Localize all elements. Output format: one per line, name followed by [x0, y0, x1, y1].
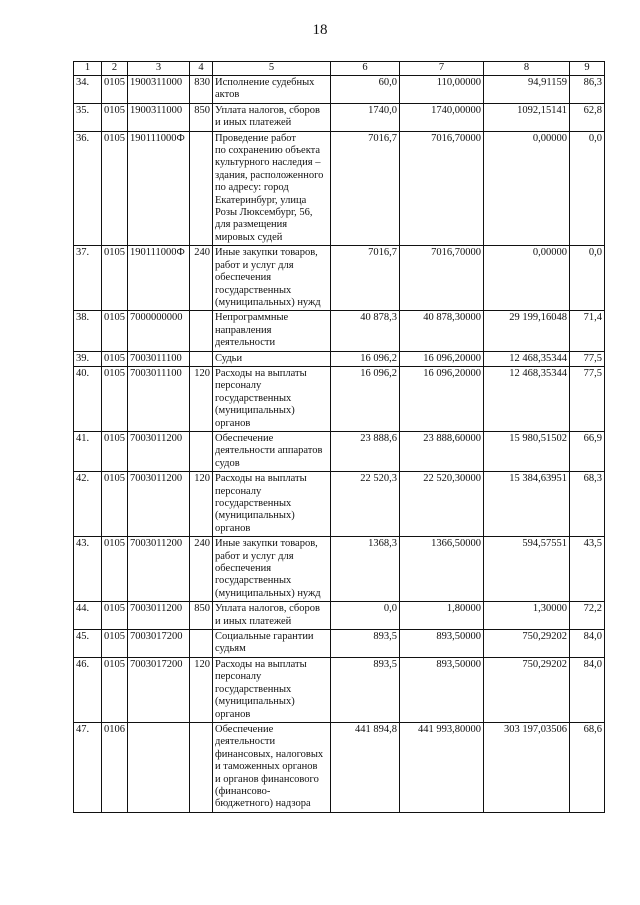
item-name [213, 602, 331, 630]
item-name-line: обеспечения [215, 563, 272, 575]
table-row [74, 246, 605, 311]
item-name-line: Иные закупки товаров, [215, 247, 318, 259]
item-name [213, 351, 331, 366]
section-code: 0105 [102, 76, 128, 104]
row-number: 38. [74, 311, 102, 351]
section-code: 0105 [102, 103, 128, 131]
item-name-line: для размещения [215, 219, 288, 231]
percent-col-9: 66,9 [570, 431, 605, 471]
value-col-6: 22 520,3 [331, 472, 400, 537]
target-code: 1900311000 [128, 76, 190, 104]
percent-col-9: 0,0 [570, 131, 605, 246]
section-code: 0105 [102, 366, 128, 431]
section-code: 0105 [102, 657, 128, 722]
row-number: 35. [74, 103, 102, 131]
table-row [74, 537, 605, 602]
value-col-6: 7016,7 [331, 246, 400, 311]
row-number: 45. [74, 630, 102, 658]
header-cell: 5 [213, 62, 331, 76]
item-name [213, 103, 331, 131]
value-col-6: 0,0 [331, 602, 400, 630]
value-col-7: 22 520,30000 [400, 472, 484, 537]
item-name-line: Судьи [215, 352, 243, 364]
table-row [74, 131, 605, 246]
row-number: 44. [74, 602, 102, 630]
item-name-line: (муниципальных) [215, 405, 295, 417]
item-name [213, 630, 331, 658]
value-col-7: 441 993,80000 [400, 722, 484, 812]
target-code: 7003011200 [128, 431, 190, 471]
target-code: 7003011200 [128, 472, 190, 537]
item-name-line: Екатеринбург, улица [215, 194, 307, 206]
section-code: 0105 [102, 351, 128, 366]
value-col-6: 893,5 [331, 630, 400, 658]
row-number: 43. [74, 537, 102, 602]
value-col-6: 60,0 [331, 76, 400, 104]
value-col-6: 441 894,8 [331, 722, 400, 812]
header-cell: 6 [331, 62, 400, 76]
percent-col-9: 43,5 [570, 537, 605, 602]
section-code: 0106 [102, 722, 128, 812]
item-name-line: персоналу [215, 380, 262, 392]
expense-kind: 850 [190, 103, 213, 131]
section-code: 0105 [102, 602, 128, 630]
item-name-line: органов [215, 417, 251, 429]
value-col-7: 893,50000 [400, 630, 484, 658]
percent-col-9: 0,0 [570, 246, 605, 311]
expense-kind [190, 311, 213, 351]
table-body [74, 76, 605, 813]
item-name [213, 472, 331, 537]
value-col-8: 1092,15141 [484, 103, 570, 131]
header-cell: 2 [102, 62, 128, 76]
item-name-line: Исполнение судебных [215, 77, 315, 88]
target-code: 7003017200 [128, 630, 190, 658]
item-name-line: государственных [215, 683, 292, 695]
item-name-line: обеспечения [215, 272, 272, 284]
value-col-7: 23 888,60000 [400, 431, 484, 471]
item-name-line: деятельности [215, 736, 276, 748]
item-name-line: судьям [215, 643, 246, 655]
item-name [213, 131, 331, 246]
item-name-line: и таможенных органов [215, 761, 318, 773]
item-name-line: персоналу [215, 671, 262, 683]
value-col-7: 7016,70000 [400, 246, 484, 311]
item-name-line: и иных платежей [215, 117, 292, 129]
table-row [74, 472, 605, 537]
target-code: 7003017200 [128, 657, 190, 722]
expense-kind: 240 [190, 537, 213, 602]
section-code: 0105 [102, 431, 128, 471]
value-col-6: 1740,0 [331, 103, 400, 131]
value-col-7: 1,80000 [400, 602, 484, 630]
expense-kind: 120 [190, 472, 213, 537]
item-name-line: по сохранению объекта [215, 145, 321, 157]
item-name [213, 311, 331, 351]
expense-kind: 830 [190, 76, 213, 104]
budget-table [73, 61, 605, 813]
item-name-line: (муниципальных) [215, 510, 295, 522]
expense-kind [190, 131, 213, 246]
item-name-line: по адресу: город [215, 182, 289, 194]
item-name-line: Социальные гарантии [215, 631, 314, 643]
item-name-line: здания, расположенного [215, 169, 324, 181]
target-code [128, 722, 190, 812]
item-name-line: Уплата налогов, сборов [215, 603, 320, 615]
item-name [213, 76, 331, 104]
value-col-8: 94,91159 [484, 76, 570, 104]
target-code: 190111000Ф [128, 246, 190, 311]
target-code: 7000000000 [128, 311, 190, 351]
percent-col-9: 62,8 [570, 103, 605, 131]
section-code: 0105 [102, 537, 128, 602]
item-name-line: государственных [215, 392, 292, 404]
value-col-8: 750,29202 [484, 657, 570, 722]
item-name [213, 537, 331, 602]
value-col-6: 23 888,6 [331, 431, 400, 471]
value-col-7: 1366,50000 [400, 537, 484, 602]
item-name [213, 657, 331, 722]
item-name-line: финансовых, налоговых [215, 748, 324, 760]
expense-kind [190, 351, 213, 366]
item-name-line: Расходы на выплаты [215, 658, 307, 670]
item-name-line: культурного наследия – [215, 157, 321, 169]
item-name-line: (финансово- [215, 785, 271, 797]
value-col-8: 29 199,16048 [484, 311, 570, 351]
row-number: 37. [74, 246, 102, 311]
item-name [213, 366, 331, 431]
table-row [74, 76, 605, 104]
table-row [74, 657, 605, 722]
item-name-line: (муниципальных) [215, 696, 295, 708]
value-col-6: 7016,7 [331, 131, 400, 246]
header-cell: 3 [128, 62, 190, 76]
item-name-line: Расходы на выплаты [215, 473, 307, 485]
item-name-line: персоналу [215, 485, 262, 497]
target-code: 190111000Ф [128, 131, 190, 246]
item-name [213, 431, 331, 471]
item-name-line: Уплата налогов, сборов [215, 104, 320, 116]
item-name-line: направления [215, 324, 272, 336]
value-col-8: 0,00000 [484, 246, 570, 311]
percent-col-9: 77,5 [570, 351, 605, 366]
item-name-line: работ и услуг для [215, 550, 294, 562]
item-name-line: Розы Люксембург, 56, [215, 207, 313, 219]
percent-col-9: 77,5 [570, 366, 605, 431]
page-number: 18 [312, 22, 328, 38]
value-col-7: 40 878,30000 [400, 311, 484, 351]
target-code: 7003011100 [128, 351, 190, 366]
row-number: 42. [74, 472, 102, 537]
value-col-8: 15 980,51502 [484, 431, 570, 471]
percent-col-9: 84,0 [570, 657, 605, 722]
item-name-line: судов [215, 457, 240, 469]
table-row [74, 103, 605, 131]
item-name-line: деятельности аппаратов [215, 445, 323, 457]
item-name-line: Обеспечение [215, 723, 274, 735]
percent-col-9: 68,3 [570, 472, 605, 537]
value-col-8: 594,57551 [484, 537, 570, 602]
value-col-8: 15 384,63951 [484, 472, 570, 537]
row-number: 46. [74, 657, 102, 722]
expense-kind: 850 [190, 602, 213, 630]
percent-col-9: 86,3 [570, 76, 605, 104]
value-col-7: 110,00000 [400, 76, 484, 104]
table-row [74, 630, 605, 658]
table-row [74, 602, 605, 630]
value-col-7: 7016,70000 [400, 131, 484, 246]
item-name-line: (муниципальных) нужд [215, 587, 321, 599]
item-name-line: работ и услуг для [215, 259, 294, 271]
item-name-line: бюджетного) надзора [215, 798, 311, 810]
expense-kind: 240 [190, 246, 213, 311]
value-col-6: 893,5 [331, 657, 400, 722]
expense-kind [190, 630, 213, 658]
percent-col-9: 68,6 [570, 722, 605, 812]
target-code: 1900311000 [128, 103, 190, 131]
row-number: 36. [74, 131, 102, 246]
value-col-8: 0,00000 [484, 131, 570, 246]
value-col-7: 16 096,20000 [400, 351, 484, 366]
item-name-line: Непрограммные [215, 312, 289, 324]
section-code: 0105 [102, 246, 128, 311]
header-cell: 9 [570, 62, 605, 76]
row-number: 34. [74, 76, 102, 104]
header-row [74, 62, 605, 76]
value-col-6: 16 096,2 [331, 351, 400, 366]
value-col-8: 303 197,03506 [484, 722, 570, 812]
table-row [74, 431, 605, 471]
row-number: 39. [74, 351, 102, 366]
item-name-line: Обеспечение [215, 432, 274, 444]
expense-kind [190, 722, 213, 812]
item-name-line: Расходы на выплаты [215, 367, 307, 379]
row-number: 47. [74, 722, 102, 812]
item-name-line: (муниципальных) нужд [215, 296, 321, 308]
section-code: 0105 [102, 472, 128, 537]
row-number: 40. [74, 366, 102, 431]
percent-col-9: 71,4 [570, 311, 605, 351]
value-col-8: 12 468,35344 [484, 351, 570, 366]
item-name-line: деятельности [215, 337, 276, 349]
expense-kind: 120 [190, 366, 213, 431]
table-row [74, 366, 605, 431]
value-col-6: 40 878,3 [331, 311, 400, 351]
value-col-7: 16 096,20000 [400, 366, 484, 431]
value-col-8: 1,30000 [484, 602, 570, 630]
item-name-line: органов [215, 708, 251, 720]
item-name-line: и иных платежей [215, 615, 292, 627]
expense-kind: 120 [190, 657, 213, 722]
section-code: 0105 [102, 630, 128, 658]
header-cell: 4 [190, 62, 213, 76]
value-col-8: 12 468,35344 [484, 366, 570, 431]
target-code: 7003011200 [128, 602, 190, 630]
target-code: 7003011200 [128, 537, 190, 602]
section-code: 0105 [102, 311, 128, 351]
expense-kind [190, 431, 213, 471]
item-name-line: государственных [215, 284, 292, 296]
value-col-6: 1368,3 [331, 537, 400, 602]
item-name-line: государственных [215, 498, 292, 509]
item-name-line: актов [215, 89, 240, 101]
value-col-8: 750,29202 [484, 630, 570, 658]
table-row [74, 311, 605, 351]
header-cell: 1 [74, 62, 102, 76]
value-col-6: 16 096,2 [331, 366, 400, 431]
header-cell: 8 [484, 62, 570, 76]
row-number: 41. [74, 431, 102, 471]
percent-col-9: 72,2 [570, 602, 605, 630]
header-cell: 7 [400, 62, 484, 76]
item-name-line: Проведение работ [215, 132, 296, 144]
item-name-line: Иные закупки товаров, [215, 538, 318, 550]
item-name-line: государственных [215, 575, 292, 587]
item-name-line: мировых судей [215, 231, 283, 243]
value-col-7: 893,50000 [400, 657, 484, 722]
section-code: 0105 [102, 131, 128, 246]
table-row [74, 351, 605, 366]
item-name-line: и органов финансового [215, 773, 319, 785]
item-name [213, 246, 331, 311]
percent-col-9: 84,0 [570, 630, 605, 658]
item-name [213, 722, 331, 812]
item-name-line: органов [215, 522, 251, 534]
target-code: 7003011100 [128, 366, 190, 431]
value-col-7: 1740,00000 [400, 103, 484, 131]
table-row [74, 722, 605, 812]
